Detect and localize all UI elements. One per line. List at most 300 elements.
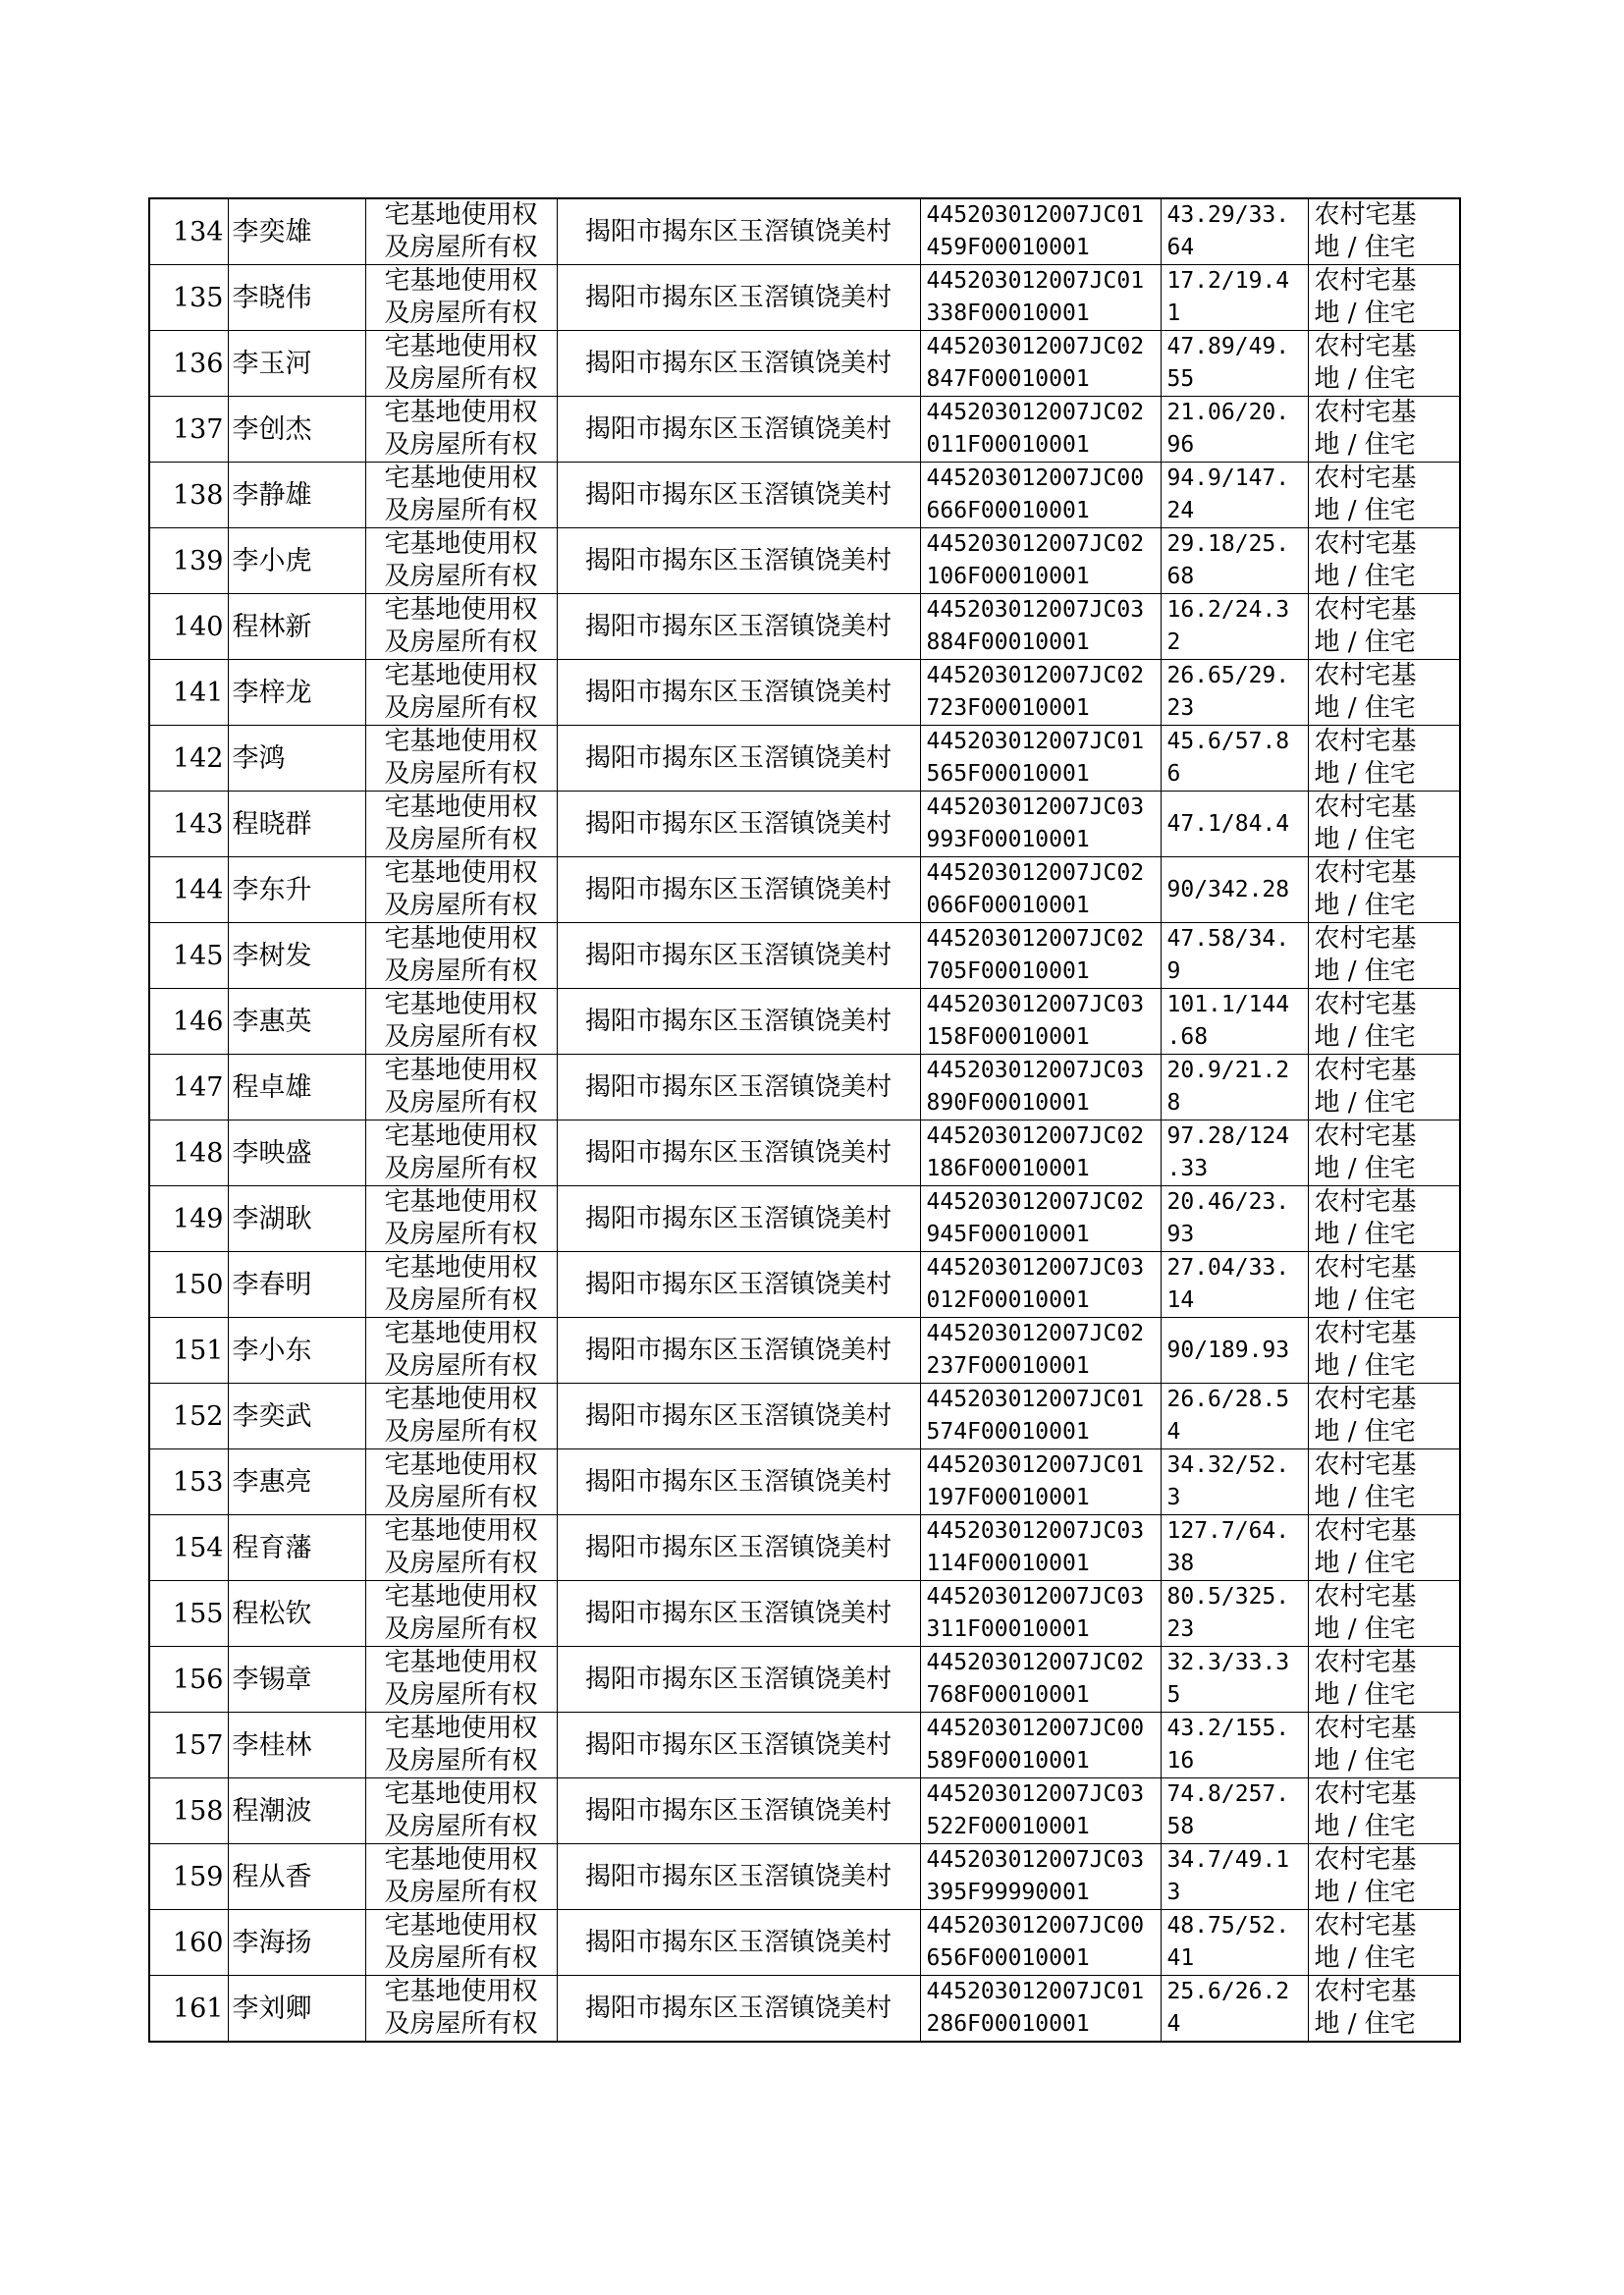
right-type-line: 宅基地使用权	[384, 858, 538, 888]
right-type-cell	[365, 1647, 557, 1713]
land-use-line: 农村宅基	[1314, 1187, 1417, 1217]
property-unit-code-line: 522F00010001	[926, 1814, 1090, 1839]
property-unit-code-line: 445203012007JC01	[926, 1979, 1145, 2004]
right-type-line: 及房屋所有权	[384, 1614, 538, 1644]
land-use-line: 地 / 住宅	[1314, 1154, 1416, 1183]
property-unit-code-line: 574F00010001	[926, 1419, 1090, 1445]
area-value-cell	[1161, 1318, 1308, 1384]
property-address-cell: 揭阳市揭东区玉滘镇饶美村	[557, 528, 920, 594]
right-type-cell	[365, 397, 557, 463]
property-address-cell: 揭阳市揭东区玉滘镇饶美村	[557, 1318, 920, 1384]
area-value-line: 90/189.93	[1166, 1337, 1290, 1363]
owner-name-cell: 程松钦	[228, 1581, 365, 1647]
land-use-line: 农村宅基	[1314, 1121, 1417, 1151]
table-row	[149, 331, 1460, 397]
area-value-cell	[1161, 331, 1308, 397]
land-use-line: 农村宅基	[1314, 1911, 1417, 1940]
record-number-cell: 138	[149, 463, 228, 528]
table-row	[149, 1910, 1460, 1976]
land-use-line: 农村宅基	[1314, 727, 1417, 756]
owner-name-cell: 李鸿	[228, 726, 365, 792]
area-value-line: 29.18/25.	[1166, 531, 1290, 557]
right-type-cell	[365, 528, 557, 594]
right-type-cell	[365, 1318, 557, 1384]
table-row	[149, 857, 1460, 923]
land-use-line: 地 / 住宅	[1314, 628, 1416, 657]
land-use-line: 农村宅基	[1314, 924, 1417, 954]
right-type-line: 及房屋所有权	[384, 891, 538, 920]
area-value-cell	[1161, 1449, 1308, 1515]
area-value-cell	[1161, 265, 1308, 331]
right-type-line: 宅基地使用权	[384, 266, 538, 296]
property-address-cell: 揭阳市揭东区玉滘镇饶美村	[557, 989, 920, 1055]
property-unit-code-cell	[920, 331, 1161, 397]
right-type-line: 及房屋所有权	[384, 759, 538, 789]
property-unit-code-cell	[920, 198, 1161, 265]
table-row	[149, 1186, 1460, 1252]
property-address-cell: 揭阳市揭东区玉滘镇饶美村	[557, 594, 920, 660]
area-value-line: 23	[1166, 695, 1195, 721]
property-unit-code-line: 445203012007JC00	[926, 465, 1145, 491]
property-address-cell: 揭阳市揭东区玉滘镇饶美村	[557, 1910, 920, 1976]
land-use-line: 农村宅基	[1314, 1714, 1417, 1743]
right-type-cell	[365, 1120, 557, 1186]
land-use-line: 农村宅基	[1314, 1516, 1417, 1546]
land-use-cell	[1308, 594, 1460, 660]
table-row	[149, 1055, 1460, 1120]
land-use-cell	[1308, 463, 1460, 528]
table-row	[149, 1252, 1460, 1318]
owner-name-cell: 李锡章	[228, 1647, 365, 1713]
land-use-line: 地 / 住宅	[1314, 1220, 1416, 1249]
property-unit-code-line: 311F00010001	[926, 1616, 1090, 1642]
area-value-line: 48.75/52.	[1166, 1913, 1290, 1939]
table-row	[149, 198, 1460, 265]
land-use-line: 农村宅基	[1314, 1582, 1417, 1612]
area-value-line: 3	[1166, 1485, 1181, 1510]
property-unit-code-cell	[920, 792, 1161, 857]
property-unit-code-line: 445203012007JC03	[926, 597, 1145, 623]
area-value-cell	[1161, 1186, 1308, 1252]
area-value-cell	[1161, 1713, 1308, 1778]
property-unit-code-cell	[920, 1647, 1161, 1713]
land-use-line: 农村宅基	[1314, 858, 1417, 888]
right-type-line: 宅基地使用权	[384, 792, 538, 822]
right-type-cell	[365, 989, 557, 1055]
land-use-line: 农村宅基	[1314, 398, 1417, 427]
land-use-line: 地 / 住宅	[1314, 759, 1416, 789]
owner-name-cell: 李奕武	[228, 1384, 365, 1449]
land-use-line: 地 / 住宅	[1314, 364, 1416, 394]
right-type-cell	[365, 726, 557, 792]
area-value-cell	[1161, 792, 1308, 857]
table-row	[149, 792, 1460, 857]
land-use-line: 农村宅基	[1314, 990, 1417, 1019]
record-number-cell: 153	[149, 1449, 228, 1515]
area-value-cell	[1161, 660, 1308, 726]
record-number-cell: 161	[149, 1976, 228, 2043]
area-value-line: 96	[1166, 432, 1195, 458]
table-row	[149, 1515, 1460, 1581]
area-value-line: 1	[1166, 301, 1181, 326]
land-use-cell	[1308, 857, 1460, 923]
land-use-line: 地 / 住宅	[1314, 1680, 1416, 1710]
property-unit-code-line: 445203012007JC02	[926, 860, 1145, 886]
property-unit-code-line: 847F00010001	[926, 366, 1090, 392]
area-value-line: 24	[1166, 498, 1195, 523]
property-unit-code-cell	[920, 1120, 1161, 1186]
area-value-cell	[1161, 1055, 1308, 1120]
right-type-line: 及房屋所有权	[384, 299, 538, 328]
record-number-cell: 148	[149, 1120, 228, 1186]
property-unit-code-cell	[920, 528, 1161, 594]
land-use-line: 农村宅基	[1314, 1779, 1417, 1809]
record-number-cell: 136	[149, 331, 228, 397]
owner-name-cell: 程林新	[228, 594, 365, 660]
property-unit-code-line: 012F00010001	[926, 1287, 1090, 1313]
right-type-line: 及房屋所有权	[384, 1022, 538, 1052]
right-type-line: 宅基地使用权	[384, 1121, 538, 1151]
area-value-cell	[1161, 1778, 1308, 1844]
property-address-cell: 揭阳市揭东区玉滘镇饶美村	[557, 923, 920, 989]
owner-name-cell: 李梓龙	[228, 660, 365, 726]
area-value-line: 26.65/29.	[1166, 663, 1290, 688]
area-value-line: 41	[1166, 1945, 1195, 1971]
area-value-line: 93	[1166, 1222, 1195, 1247]
land-use-line: 地 / 住宅	[1314, 233, 1416, 262]
right-type-line: 及房屋所有权	[384, 1680, 538, 1710]
land-use-cell	[1308, 1318, 1460, 1384]
property-unit-code-cell	[920, 463, 1161, 528]
land-use-cell	[1308, 1186, 1460, 1252]
right-type-line: 宅基地使用权	[384, 1714, 538, 1743]
land-use-cell	[1308, 1055, 1460, 1120]
right-type-line: 宅基地使用权	[384, 595, 538, 625]
land-use-cell	[1308, 1713, 1460, 1778]
area-value-line: 94.9/147.	[1166, 465, 1290, 491]
right-type-line: 及房屋所有权	[384, 430, 538, 460]
property-address-cell: 揭阳市揭东区玉滘镇饶美村	[557, 1976, 920, 2043]
property-unit-code-line: 286F00010001	[926, 2011, 1090, 2037]
area-value-cell	[1161, 1581, 1308, 1647]
area-value-line: 38	[1166, 1551, 1195, 1576]
right-type-line: 宅基地使用权	[384, 1582, 538, 1612]
right-type-line: 及房屋所有权	[384, 1220, 538, 1249]
table-row	[149, 989, 1460, 1055]
property-unit-code-line: 395F99990001	[926, 1880, 1090, 1905]
record-number-cell: 158	[149, 1778, 228, 1844]
area-value-cell	[1161, 1384, 1308, 1449]
right-type-line: 及房屋所有权	[384, 1549, 538, 1578]
right-type-line: 宅基地使用权	[384, 1187, 538, 1217]
land-use-cell	[1308, 1384, 1460, 1449]
property-unit-code-line: 445203012007JC03	[926, 992, 1145, 1017]
property-unit-code-line: 445203012007JC02	[926, 400, 1145, 425]
right-type-line: 宅基地使用权	[384, 1253, 538, 1283]
owner-name-cell: 李静雄	[228, 463, 365, 528]
land-use-line: 农村宅基	[1314, 1648, 1417, 1677]
area-value-line: 6	[1166, 761, 1181, 787]
right-type-line: 宅基地使用权	[384, 924, 538, 954]
record-number-cell: 141	[149, 660, 228, 726]
area-value-cell	[1161, 989, 1308, 1055]
area-value-line: 2	[1166, 629, 1181, 655]
record-number-cell: 149	[149, 1186, 228, 1252]
record-number-cell: 137	[149, 397, 228, 463]
property-unit-code-line: 445203012007JC02	[926, 531, 1145, 557]
land-use-line: 地 / 住宅	[1314, 1746, 1416, 1776]
right-type-cell	[365, 1976, 557, 2043]
area-value-line: 58	[1166, 1814, 1195, 1839]
area-value-line: 34.7/49.1	[1166, 1847, 1290, 1873]
right-type-line: 及房屋所有权	[384, 1088, 538, 1118]
land-use-line: 地 / 住宅	[1314, 1088, 1416, 1118]
right-type-line: 宅基地使用权	[384, 1779, 538, 1809]
record-number-cell: 139	[149, 528, 228, 594]
land-use-cell	[1308, 726, 1460, 792]
record-number-cell: 159	[149, 1844, 228, 1910]
area-value-line: 3	[1166, 1880, 1181, 1905]
land-use-cell	[1308, 1449, 1460, 1515]
property-unit-code-cell	[920, 1844, 1161, 1910]
property-unit-code-line: 445203012007JC03	[926, 1584, 1145, 1610]
property-unit-code-cell	[920, 923, 1161, 989]
owner-name-cell: 李海扬	[228, 1910, 365, 1976]
property-unit-code-cell	[920, 1186, 1161, 1252]
land-use-line: 农村宅基	[1314, 1977, 1417, 2006]
record-number-cell: 135	[149, 265, 228, 331]
land-use-line: 农村宅基	[1314, 661, 1417, 690]
property-unit-code-cell	[920, 397, 1161, 463]
owner-name-cell: 李小虎	[228, 528, 365, 594]
right-type-line: 宅基地使用权	[384, 1845, 538, 1875]
property-unit-code-line: 589F00010001	[926, 1748, 1090, 1774]
area-value-line: 47.1/84.4	[1166, 810, 1290, 837]
property-unit-code-line: 945F00010001	[926, 1222, 1090, 1247]
right-type-cell	[365, 660, 557, 726]
property-address-cell: 揭阳市揭东区玉滘镇饶美村	[557, 1449, 920, 1515]
area-value-cell	[1161, 594, 1308, 660]
property-unit-code-cell	[920, 265, 1161, 331]
area-value-line: 14	[1166, 1287, 1195, 1313]
property-unit-code-cell	[920, 1778, 1161, 1844]
right-type-line: 宅基地使用权	[384, 727, 538, 756]
area-value-line: 4	[1166, 1419, 1181, 1445]
property-unit-code-line: 338F00010001	[926, 301, 1090, 326]
land-use-cell	[1308, 1120, 1460, 1186]
right-type-cell	[365, 792, 557, 857]
area-value-line: 5	[1166, 1682, 1181, 1708]
record-number-cell: 157	[149, 1713, 228, 1778]
property-unit-code-line: 445203012007JC01	[926, 202, 1145, 228]
right-type-line: 及房屋所有权	[384, 1351, 538, 1381]
table-row	[149, 1844, 1460, 1910]
area-value-cell	[1161, 198, 1308, 265]
property-unit-code-line: 445203012007JC02	[926, 1650, 1145, 1675]
property-unit-code-line: 114F00010001	[926, 1551, 1090, 1576]
property-address-cell: 揭阳市揭东区玉滘镇饶美村	[557, 265, 920, 331]
area-value-line: 16	[1166, 1748, 1195, 1774]
property-unit-code-line: 768F00010001	[926, 1682, 1090, 1708]
property-unit-code-line: 993F00010001	[926, 827, 1090, 852]
owner-name-cell: 程潮波	[228, 1778, 365, 1844]
right-type-cell	[365, 1515, 557, 1581]
area-value-line: 25.6/26.2	[1166, 1979, 1290, 2004]
property-unit-code-line: 445203012007JC03	[926, 1255, 1145, 1281]
table-row	[149, 1384, 1460, 1449]
right-type-cell	[365, 331, 557, 397]
area-value-cell	[1161, 1515, 1308, 1581]
property-unit-code-line: 445203012007JC01	[926, 1387, 1145, 1412]
table-row	[149, 726, 1460, 792]
table-row	[149, 923, 1460, 989]
land-use-line: 地 / 住宅	[1314, 299, 1416, 328]
owner-name-cell: 李树发	[228, 923, 365, 989]
record-number-cell: 143	[149, 792, 228, 857]
property-address-cell: 揭阳市揭东区玉滘镇饶美村	[557, 1647, 920, 1713]
property-address-cell: 揭阳市揭东区玉滘镇饶美村	[557, 331, 920, 397]
record-number-cell: 151	[149, 1318, 228, 1384]
property-unit-code-line: 445203012007JC00	[926, 1716, 1145, 1741]
right-type-line: 及房屋所有权	[384, 1285, 538, 1315]
property-unit-code-cell	[920, 594, 1161, 660]
area-value-cell	[1161, 1844, 1308, 1910]
land-use-cell	[1308, 1252, 1460, 1318]
owner-name-cell: 程晓群	[228, 792, 365, 857]
table-row	[149, 528, 1460, 594]
owner-name-cell: 李玉河	[228, 331, 365, 397]
land-use-line: 农村宅基	[1314, 792, 1417, 822]
property-unit-code-line: 445203012007JC03	[926, 1781, 1145, 1807]
land-use-line: 农村宅基	[1314, 1319, 1417, 1348]
property-unit-code-line: 705F00010001	[926, 958, 1090, 984]
property-unit-code-line: 445203012007JC03	[926, 1847, 1145, 1873]
area-value-cell	[1161, 1976, 1308, 2043]
record-number-cell: 145	[149, 923, 228, 989]
property-unit-code-cell	[920, 660, 1161, 726]
land-use-line: 地 / 住宅	[1314, 1878, 1416, 1907]
right-type-line: 及房屋所有权	[384, 233, 538, 262]
property-unit-code-line: 445203012007JC02	[926, 663, 1145, 688]
area-value-line: 34.32/52.	[1166, 1452, 1290, 1478]
land-use-line: 地 / 住宅	[1314, 1285, 1416, 1315]
land-use-line: 地 / 住宅	[1314, 1614, 1416, 1644]
land-use-line: 农村宅基	[1314, 1450, 1417, 1480]
record-number-cell: 144	[149, 857, 228, 923]
area-value-line: 97.28/124	[1166, 1123, 1290, 1149]
area-value-cell	[1161, 857, 1308, 923]
area-value-cell	[1161, 1910, 1308, 1976]
right-type-cell	[365, 594, 557, 660]
property-unit-code-line: 237F00010001	[926, 1353, 1090, 1379]
right-type-line: 宅基地使用权	[384, 1648, 538, 1677]
land-use-cell	[1308, 923, 1460, 989]
owner-name-cell: 李奕雄	[228, 198, 365, 265]
record-number-cell: 155	[149, 1581, 228, 1647]
area-value-cell	[1161, 463, 1308, 528]
table-row	[149, 1318, 1460, 1384]
property-unit-code-line: 445203012007JC01	[926, 268, 1145, 294]
property-unit-code-line: 723F00010001	[926, 695, 1090, 721]
property-address-cell: 揭阳市揭东区玉滘镇饶美村	[557, 1384, 920, 1449]
property-unit-code-cell	[920, 989, 1161, 1055]
right-type-line: 及房屋所有权	[384, 364, 538, 394]
land-use-line: 地 / 住宅	[1314, 1022, 1416, 1052]
right-type-line: 及房屋所有权	[384, 1878, 538, 1907]
owner-name-cell: 李东升	[228, 857, 365, 923]
area-value-line: .33	[1166, 1156, 1209, 1181]
area-value-cell	[1161, 528, 1308, 594]
property-address-cell: 揭阳市揭东区玉滘镇饶美村	[557, 1252, 920, 1318]
right-type-cell	[365, 1252, 557, 1318]
land-use-cell	[1308, 1976, 1460, 2043]
area-value-line: 26.6/28.5	[1166, 1387, 1290, 1412]
record-number-cell: 160	[149, 1910, 228, 1976]
property-unit-code-line: 890F00010001	[926, 1090, 1090, 1116]
right-type-line: 宅基地使用权	[384, 529, 538, 559]
owner-name-cell: 李映盛	[228, 1120, 365, 1186]
land-use-line: 地 / 住宅	[1314, 1549, 1416, 1578]
table-row	[149, 463, 1460, 528]
record-number-cell: 134	[149, 198, 228, 265]
right-type-cell	[365, 463, 557, 528]
area-value-line: 17.2/19.4	[1166, 268, 1290, 294]
record-number-cell: 150	[149, 1252, 228, 1318]
property-unit-code-line: 445203012007JC00	[926, 1913, 1145, 1939]
right-type-cell	[365, 857, 557, 923]
property-unit-code-cell	[920, 1252, 1161, 1318]
land-use-cell	[1308, 198, 1460, 265]
area-value-line: 27.04/33.	[1166, 1255, 1290, 1281]
property-unit-code-cell	[920, 1910, 1161, 1976]
property-unit-code-line: 445203012007JC03	[926, 1518, 1145, 1544]
area-value-line: 74.8/257.	[1166, 1781, 1290, 1807]
table-row	[149, 1778, 1460, 1844]
property-unit-code-line: 197F00010001	[926, 1485, 1090, 1510]
owner-name-cell: 程从香	[228, 1844, 365, 1910]
land-use-cell	[1308, 1910, 1460, 1976]
property-address-cell: 揭阳市揭东区玉滘镇饶美村	[557, 1055, 920, 1120]
land-use-line: 地 / 住宅	[1314, 562, 1416, 591]
property-address-cell: 揭阳市揭东区玉滘镇饶美村	[557, 792, 920, 857]
property-unit-code-line: 106F00010001	[926, 564, 1090, 589]
land-use-cell	[1308, 265, 1460, 331]
property-unit-code-line: 445203012007JC02	[926, 334, 1145, 359]
right-type-cell	[365, 198, 557, 265]
owner-name-cell: 程育藩	[228, 1515, 365, 1581]
property-unit-code-cell	[920, 726, 1161, 792]
owner-name-cell: 程卓雄	[228, 1055, 365, 1120]
property-unit-code-cell	[920, 1384, 1161, 1449]
right-type-line: 宅基地使用权	[384, 1911, 538, 1940]
area-value-line: 45.6/57.8	[1166, 729, 1290, 754]
right-type-line: 及房屋所有权	[384, 1943, 538, 1973]
property-unit-code-line: 445203012007JC03	[926, 794, 1145, 820]
owner-name-cell: 李春明	[228, 1252, 365, 1318]
property-address-cell: 揭阳市揭东区玉滘镇饶美村	[557, 463, 920, 528]
land-use-line: 农村宅基	[1314, 595, 1417, 625]
property-unit-code-line: 445203012007JC02	[926, 1321, 1145, 1346]
record-number-cell: 152	[149, 1384, 228, 1449]
table-row	[149, 1449, 1460, 1515]
property-unit-code-line: 666F00010001	[926, 498, 1090, 523]
property-address-cell: 揭阳市揭东区玉滘镇饶美村	[557, 1778, 920, 1844]
property-registry-table	[148, 197, 1461, 2043]
area-value-line: 90/342.28	[1166, 876, 1290, 902]
property-unit-code-line: 445203012007JC02	[926, 1189, 1145, 1215]
right-type-cell	[365, 1581, 557, 1647]
area-value-line: 20.46/23.	[1166, 1189, 1290, 1215]
